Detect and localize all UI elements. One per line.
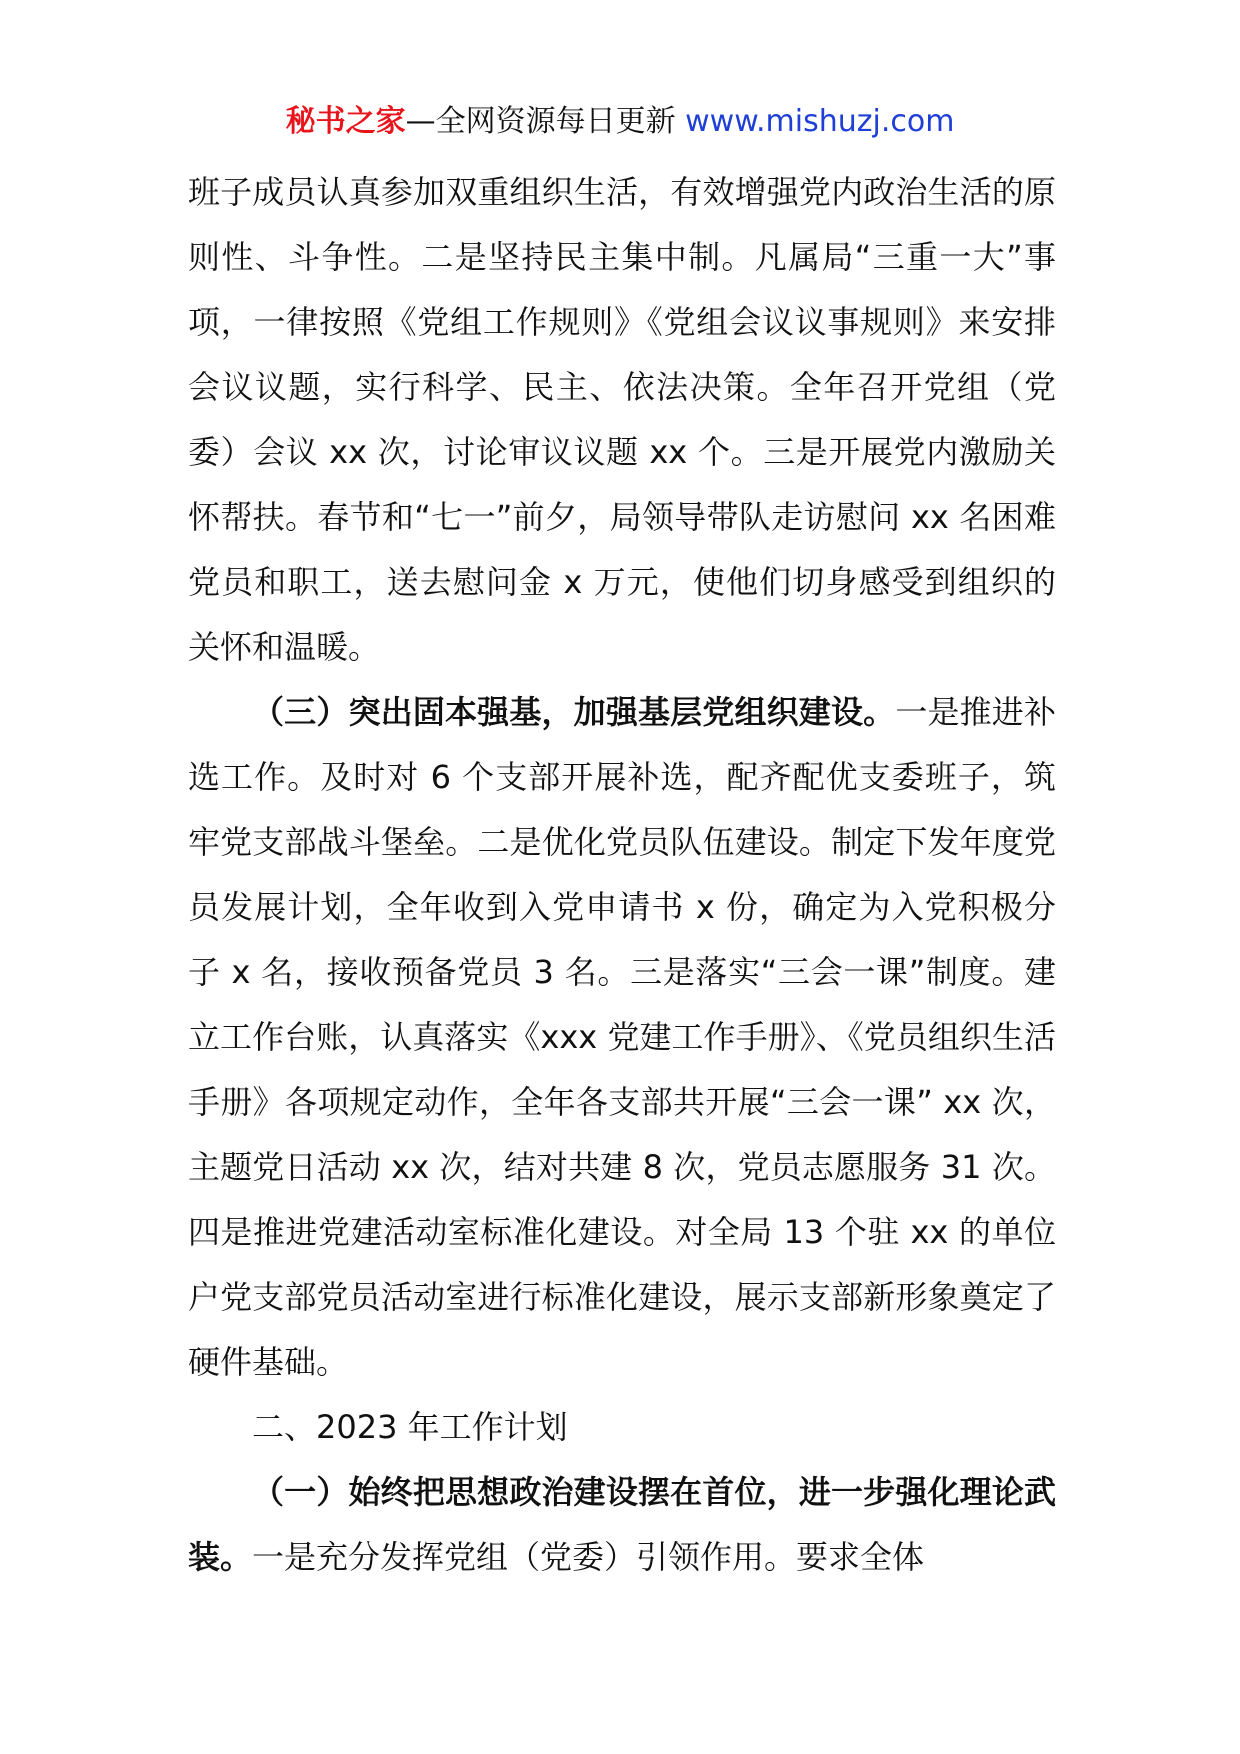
paragraph-plan-one [188,1460,1056,1590]
plan-one-title: （一）始终把思想政治建设摆在首位，进一步强化理论武装。 [188,1473,1056,1576]
plan-heading: 二、2023 年工作计划 [252,1408,568,1446]
site-header [0,100,1240,144]
section-three-title: （三）突出固本强基，加强基层党组织建设。 [252,693,896,731]
site-brand: 秘书之家 [285,104,406,139]
paragraph-section-three [188,680,1056,1395]
site-url-link[interactable]: www.mishuzj.com [685,104,955,139]
site-tagline: —全网资源每日更新 [405,104,686,139]
paragraph-continued: 班子成员认真参加双重组织生活，有效增强党内政治生活的原则性、斗争性。二是坚持民主集中制。凡属局“三重一大”事项，一律按照《党组工作规则》《党组会议议事规则》来安排会议议题，实行科学、民主、依法决策。全年召开党组（党委）会议 xx 次，讨论审议议题 xx 个。三是开展党内激励关怀帮扶。春节和“七一”前夕，局领导带队走访慰问 xx 名困难党员和职工，送去慰问金 x 万元，使他们切身感受到组织的关怀和温暖。 [188,173,1056,666]
plan-one-text: 一是充分发挥党组（党委）引领作用。要求全体 [252,1538,925,1576]
document-body [188,160,1056,1590]
section-three-text: 一是推进补选工作。及时对 6 个支部开展补选，配齐配优支委班子，筑牢党支部战斗堡垒。二是优化党员队伍建设。制定下发年度党员发展计划，全年收到入党申请书 x 份，确定为入党积极分子 x 名，接收预备党员 3 名。三是落实“三会一课”制度。建立工作台账，认真落实《xxx 党建工作手册》、《党员组织生活手册》各项规定动作，全年各支部共开展“三会一课” xx 次，主题党日活动 xx 次，结对共建 8 次，党员志愿服务 31 次。四是推进党建活动室标准化建设。对全局 13 个驻 xx 的单位户党支部党员活动室进行标准化建设，展示支部新形象奠定了硬件基础。 [188,693,1056,1381]
